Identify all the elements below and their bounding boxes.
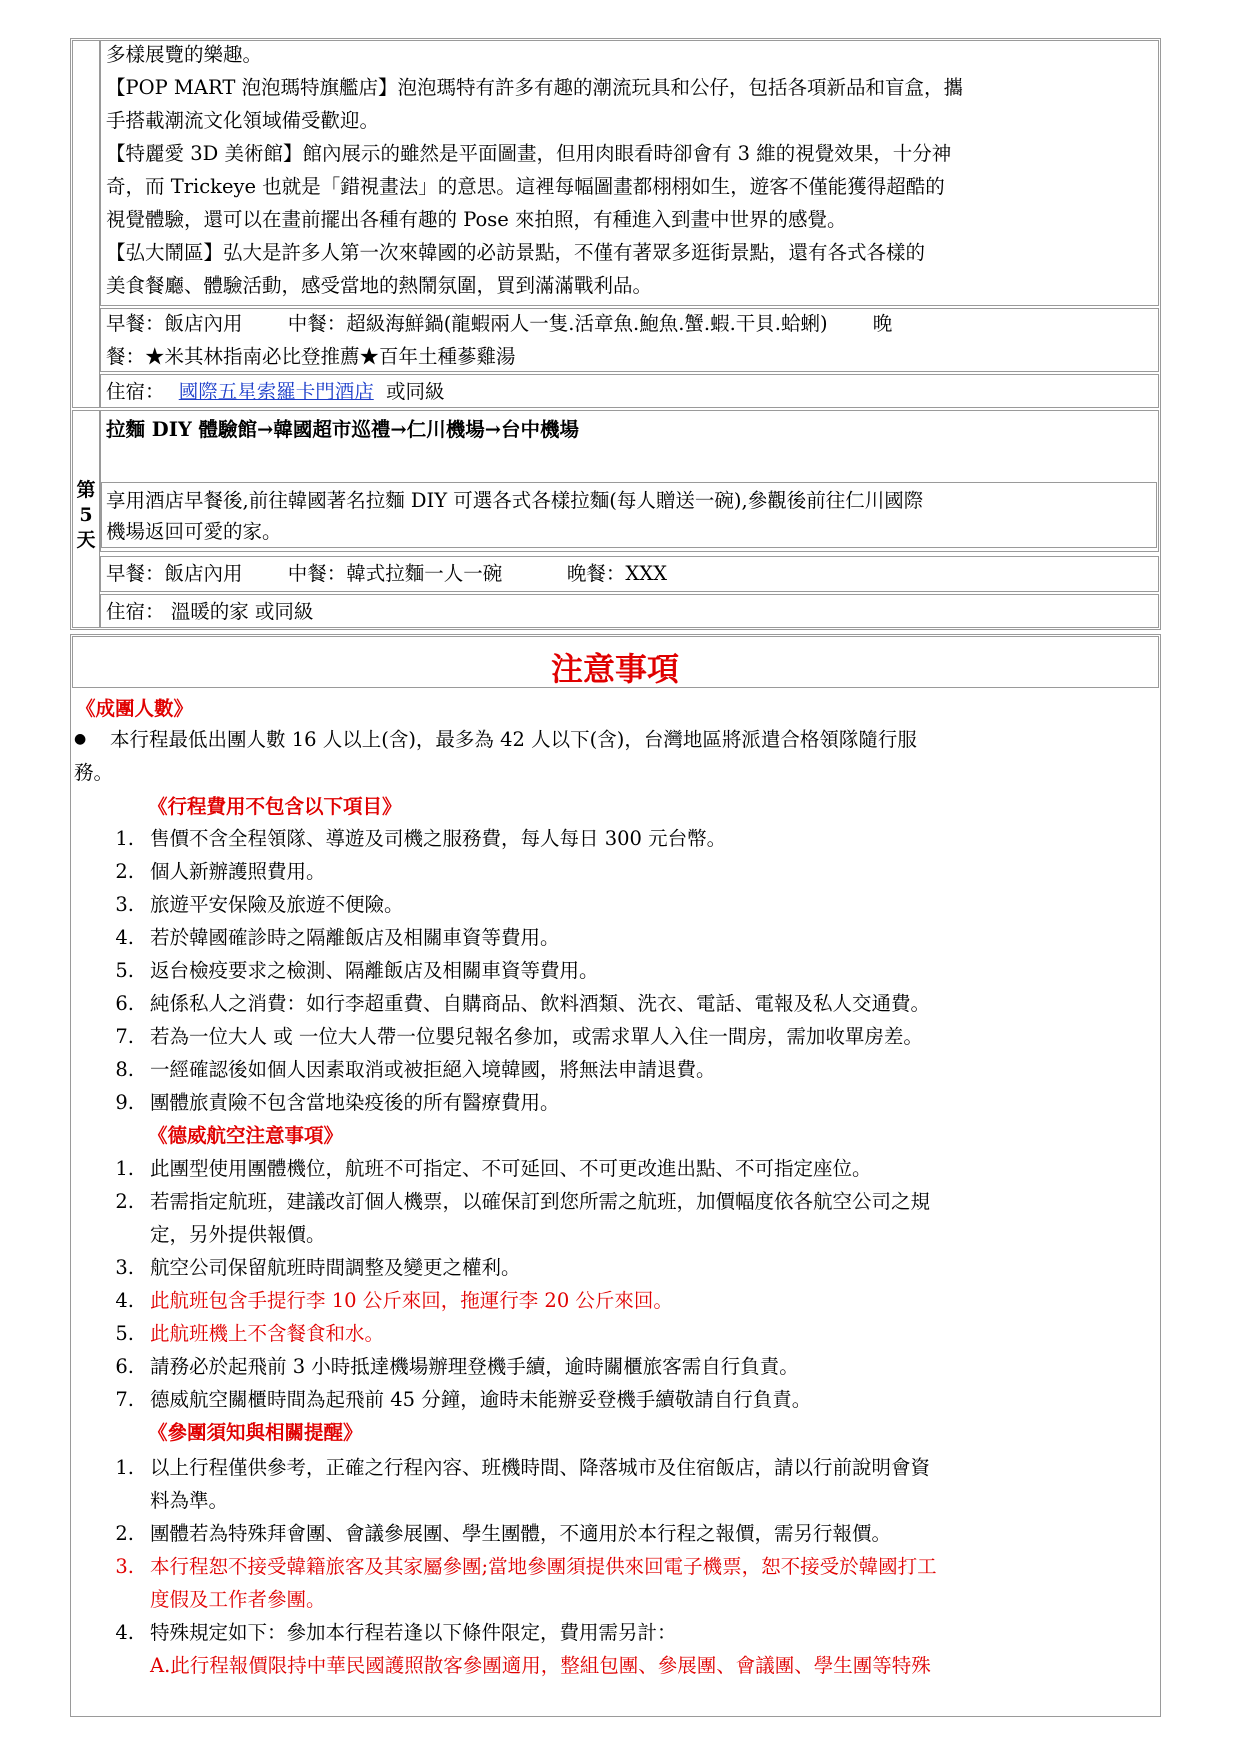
list-number: 9. [115,1091,134,1114]
list-item: 若為一位大人 或 一位大人帶一位嬰兒報名參加，或需求單人入住一間房，需加收單房差。 [150,1025,923,1048]
list-number: 5. [115,959,134,982]
list-item: 此團型使用團體機位，航班不可指定、不可延回、不可更改進出點、不可指定座位。 [150,1157,872,1180]
day5-description: 享用酒店早餐後,前往韓國著名拉麵 DIY 可選各式各樣拉麵(每人贈送一碗),參觀後前往仁川國際 [106,489,924,512]
list-item: 德威航空關櫃時間為起飛前 45 分鐘，逾時未能辦妥登機手續敬請自行負責。 [150,1388,812,1411]
list-number: 3. [115,1555,134,1578]
list-item-continued: 料為準。 [150,1489,229,1512]
list-item: 純係私人之消費：如行李超重費、自購商品、飲料酒類、洗衣、電話、電報及私人交通費。 [150,992,931,1015]
list-item: 一經確認後如個人因素取消或被拒絕入境韓國，將無法申請退費。 [150,1058,716,1081]
list-number: 4. [115,926,134,949]
list-item: 請務必於起飛前 3 小時抵達機場辦理登機手續，逾時關櫃旅客需自行負責。 [150,1355,799,1378]
day5-description: 機場返回可愛的家。 [106,520,282,543]
day4-paragraph: 【POP MART 泡泡瑪特旗艦店】泡泡瑪特有許多有趣的潮流玩具和公仔，包括各項新品和盲盒，攜 [106,76,964,99]
day4-paragraph: 手搭載潮流文化領域備受歡迎。 [106,109,380,132]
list-item: 若於韓國確診時之隔離飯店及相關車資等費用。 [150,926,560,949]
list-number: 6. [115,992,134,1015]
list-item-continued: 定，另外提供報價。 [150,1223,326,1246]
list-item: 團體旅責險不包含當地染疫後的所有醫療費用。 [150,1091,560,1114]
day4-paragraph: 奇，而 Trickeye 也就是「錯視畫法」的意思。這裡每幅圖畫都栩栩如生，遊客不僅能獲得超酷的 [106,175,945,198]
list-number: 3. [115,893,134,916]
notes-title: 注意事項 [550,650,679,688]
list-number: 4. [115,1289,134,1312]
list-number: 1. [115,827,134,850]
group-size-text: 本行程最低出團人數 16 人以上(含)，最多為 42 人以下(含)，台灣地區將派遣合格領隊隨行服 [110,728,917,751]
day5-lodging: 住宿： 溫暖的家 或同級 [106,600,314,623]
day4-lodging [106,375,444,408]
list-item: 若需指定航班，建議改訂個人機票，以確保訂到您所需之航班，加價幅度依各航空公司之規 [150,1190,931,1213]
day4-paragraph: 多樣展覽的樂趣。 [106,43,263,66]
list-item: 航空公司保留航班時間調整及變更之權利。 [150,1256,521,1279]
lodging-label: 住宿： [106,380,165,403]
list-item: 此航班包含手提行李 10 公斤來回，拖運行李 20 公斤來回。 [150,1289,673,1312]
reminder-heading: 《參團須知與相關提醒》 [148,1421,363,1444]
day4-paragraph: 【特麗愛 3D 美術館】館內展示的雖然是平面圖畫，但用肉眼看時卻會有 3 維的視覺效果，十分神 [106,142,952,165]
list-number: 3. [115,1256,134,1279]
list-item: 以上行程僅供參考，正確之行程內容、班機時間、降落城市及住宿飯店，請以行前說明會資 [150,1456,931,1479]
day5-meals: 早餐：飯店內用 中餐：韓式拉麵一人一碗 晚餐：XXX [106,562,668,585]
day4-meals: 早餐：飯店內用 中餐：超級海鮮鍋(龍蝦兩人一隻.活章魚.鮑魚.蟹.蝦.干貝.蛤蜊) 晚 [106,312,893,335]
group-size-text: 務。 [74,761,114,784]
list-number: 2. [115,1522,134,1545]
day4-paragraph: 【弘大鬧區】弘大是許多人第一次來韓國的必訪景點，不僅有著眾多逛街景點，還有各式各樣的 [106,241,926,264]
list-number: 4. [115,1621,134,1644]
hotel-link[interactable]: 國際五星索羅卡門酒店 [178,380,374,403]
lodging-suffix: 或同級 [385,380,445,403]
list-item: 本行程恕不接受韓籍旅客及其家屬參團;當地參團須提供來回電子機票，恕不接受於韓國打工 [150,1555,937,1578]
list-number: 7. [115,1388,134,1411]
day5-route: 拉麵 DIY 體驗館→韓國超市巡禮→仁川機場→台中機場 [106,418,580,441]
bullet-icon: ● [74,731,87,747]
day4-paragraph: 美食餐廳、體驗活動，感受當地的熱鬧氛圍，買到滿滿戰利品。 [106,274,653,297]
list-number: 2. [115,860,134,883]
list-item: 特殊規定如下：參加本行程若逢以下條件限定，費用需另計： [150,1621,677,1644]
list-number: 2. [115,1190,134,1213]
day4-label-cell [72,40,100,408]
list-number: 5. [115,1322,134,1345]
list-number: 8. [115,1058,134,1081]
list-item: 售價不含全程領隊、導遊及司機之服務費，每人每日 300 元台幣。 [150,827,727,850]
day4-meals: 餐：★米其林指南必比登推薦★百年土種蔘雞湯 [106,345,516,368]
list-number: 7. [115,1025,134,1048]
group-size-heading: 《成團人數》 [76,697,194,720]
list-number: 1. [115,1456,134,1479]
excluded-heading: 《行程費用不包含以下項目》 [148,795,402,818]
list-item: 團體若為特殊拜會團、會議參展團、學生團體，不適用於本行程之報價，需另行報價。 [150,1522,892,1545]
airline-heading: 《德威航空注意事項》 [148,1124,344,1147]
day4-paragraph: 視覺體驗，還可以在畫前擺出各種有趣的 Pose 來拍照，有種進入到畫中世界的感覺。 [106,208,847,231]
list-number: 1. [115,1157,134,1180]
day5-label: 第 5 天 [76,479,96,551]
list-item: 返台檢疫要求之檢測、隔離飯店及相關車資等費用。 [150,959,599,982]
list-item: 旅遊平安保險及旅遊不便險。 [150,893,404,916]
list-item: 此航班機上不含餐食和水。 [150,1322,385,1345]
list-item-continued: 度假及工作者參團。 [150,1588,326,1611]
list-item: 個人新辦護照費用。 [150,860,326,883]
list-subitem: A.此行程報價限持中華民國護照散客參團適用，整組包團、參展團、會議團、學生團等特殊 [150,1654,931,1677]
list-number: 6. [115,1355,134,1378]
